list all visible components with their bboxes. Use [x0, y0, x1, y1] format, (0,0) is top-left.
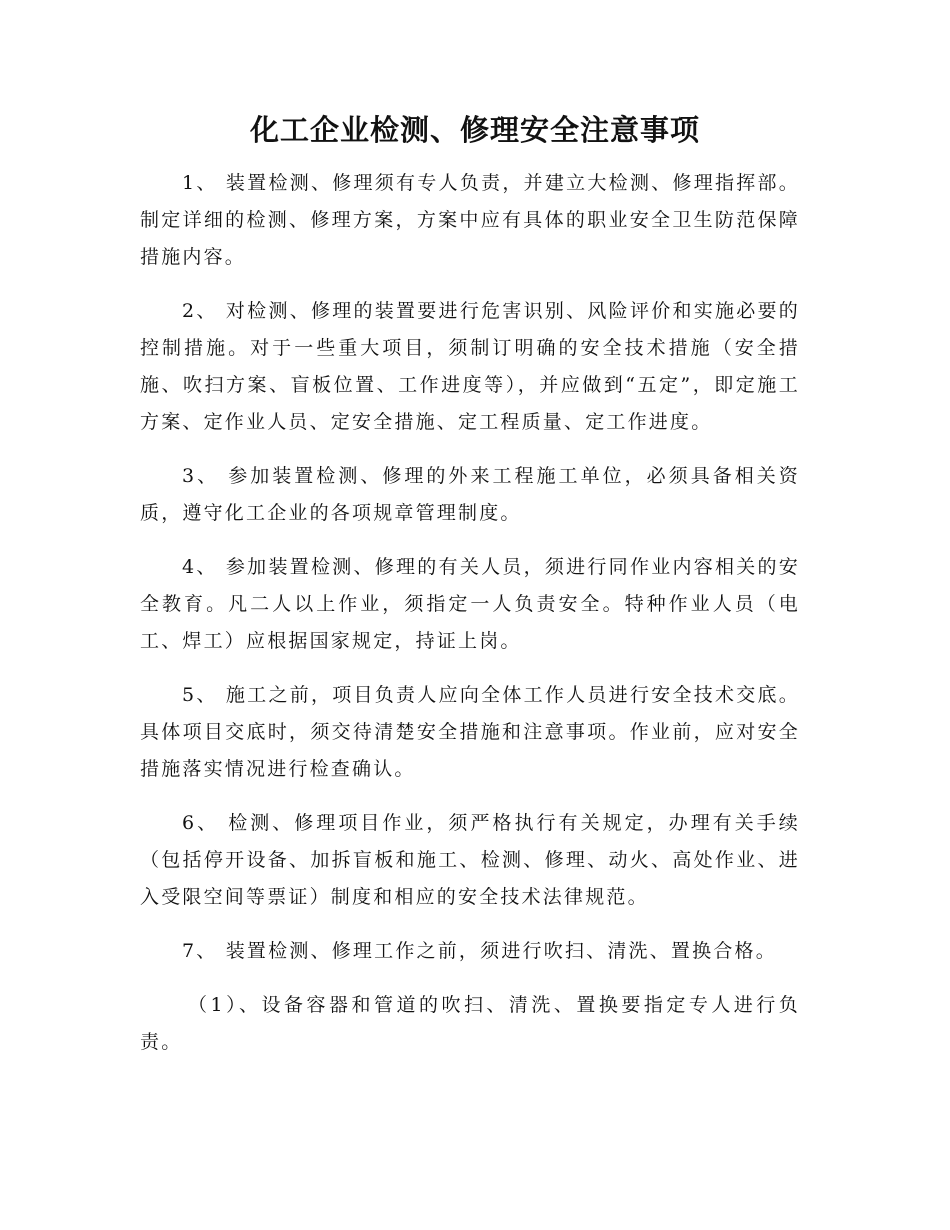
document-body [140, 165, 800, 1078]
paragraph-1: 1、 装置检测、修理须有专人负责，并建立大检测、修理指挥部。制定详细的检测、修理方案，方案中应有具体的职业安全卫生防范保障措施内容。 [140, 172, 800, 268]
paragraph-6: 6、 检测、修理项目作业，须严格执行有关规定，办理有关手续（包括停开设备、加拆盲板和施工、检测、修理、动火、高处作业、进入受限空间等票证）制度和相应的安全技术法律规范。 [140, 812, 800, 908]
paragraph-2: 2、 对检测、修理的装置要进行危害识别、风险评价和实施必要的控制措施。对于一些重大项目，须制订明确的安全技术措施（安全措施、吹扫方案、盲板位置、工作进度等），并应做到“五定”，即定施工方案、定作业人员、定安全措施、定工程质量、定工作进度。 [140, 300, 800, 433]
paragraph-4: 4、 参加装置检测、修理的有关人员，须进行同作业内容相关的安全教育。凡二人以上作业，须指定一人负责安全。特种作业人员（电工、焊工）应根据国家规定，持证上岗。 [140, 556, 800, 652]
paragraph-7: 7、 装置检测、修理工作之前，须进行吹扫、清洗、置换合格。 [182, 940, 777, 962]
paragraph-7-sub-1: （1）、设备容器和管道的吹扫、清洗、置换要指定专人进行负责。 [140, 994, 800, 1053]
paragraph-5: 5、 施工之前，项目负责人应向全体工作人员进行安全技术交底。具体项目交底时，须交待清楚安全措施和注意事项。作业前，应对安全措施落实情况进行检查确认。 [140, 684, 800, 780]
document-title: 化工企业检测、修理安全注意事项 [249, 113, 700, 147]
paragraph-3: 3、 参加装置检测、修理的外来工程施工单位，必须具备相关资质，遵守化工企业的各项规章管理制度。 [140, 465, 800, 524]
